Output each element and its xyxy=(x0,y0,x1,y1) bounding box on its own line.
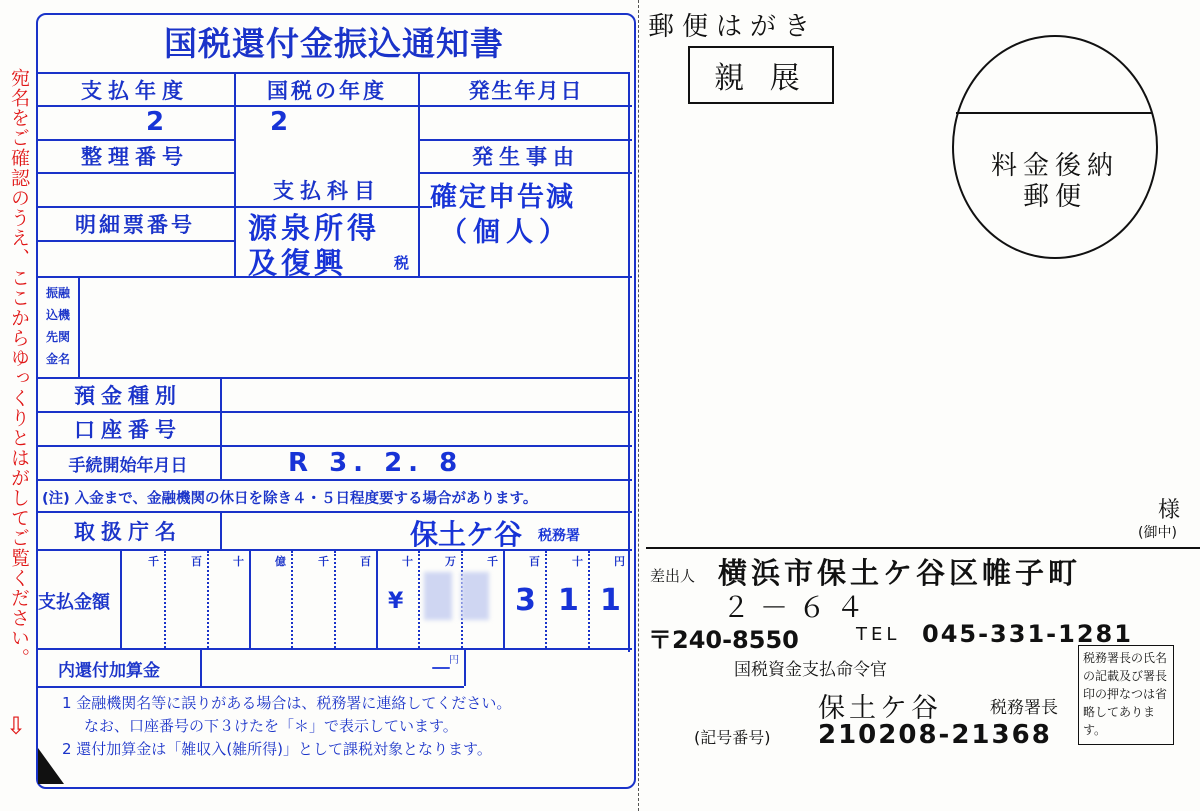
address-line1: 横浜市保土ケ谷区帷子町 xyxy=(718,556,1082,590)
amount-unit-label: 十 xyxy=(402,555,413,568)
caution-note: (注) 入金まで、金融機関の休日を除き４・５日程度要する場合があります。 xyxy=(42,491,538,507)
additional-value: － xyxy=(430,657,453,682)
amount-unit-label: 億 xyxy=(275,555,286,568)
code-label: (記号番号) xyxy=(694,728,771,747)
additional-label: 内還付加算金 xyxy=(58,661,160,681)
amount-unit-label: 十 xyxy=(572,555,583,568)
stamp-divider xyxy=(956,112,1152,114)
tax-year-label: 国税の年度 xyxy=(267,78,387,103)
amount-unit-label: 十 xyxy=(233,555,244,568)
additional-unit: 円 xyxy=(449,655,459,666)
occurrence-reason-label: 発生事由 xyxy=(472,145,580,169)
sender-label: 差出人 xyxy=(650,567,696,585)
honorific: 様 xyxy=(1158,498,1181,523)
amount-digit: 1 xyxy=(558,583,579,618)
form-title: 国税還付金振込通知書 xyxy=(164,24,504,63)
amount-grid-divider xyxy=(545,551,547,648)
postage-line1: 料金後納 xyxy=(990,151,1119,181)
amount-grid-divider xyxy=(164,551,166,648)
amount-grid-divider xyxy=(503,551,505,648)
down-arrow-icon: ⇩ xyxy=(6,712,27,740)
amount-grid-divider xyxy=(334,551,336,648)
note-1b: なお、口座番号の下３けたを「＊」で表示しています。 xyxy=(84,717,458,735)
confidential-label: 親 展 xyxy=(714,61,808,96)
fold-line xyxy=(638,0,639,811)
amount-unit-label: 百 xyxy=(191,555,202,568)
fiscal-year-value: 2 xyxy=(146,107,165,137)
occurrence-reason-line1: 確定申告減 xyxy=(430,182,575,213)
officer-title: 国税資金支払命令官 xyxy=(734,660,887,680)
procedure-date-label: 手続開始年月日 xyxy=(68,455,188,476)
tel-label: TEL xyxy=(856,624,901,645)
deposit-type-label: 預金種別 xyxy=(74,384,182,408)
amount-unit-label: 百 xyxy=(360,555,371,568)
bank-name-label xyxy=(38,282,78,370)
bank-name-char: 振融 xyxy=(45,286,70,300)
amount-grid-divider xyxy=(207,551,209,648)
code-number: 210208-21368 xyxy=(818,720,1052,750)
postal-code: 〒240-8550 xyxy=(648,626,799,654)
payment-item-line2: 及復興 xyxy=(248,246,348,280)
bank-name-char: 金名 xyxy=(45,352,70,366)
amount-unit-label: 円 xyxy=(614,555,625,568)
note-2: 2 還付加算金は「雑収入(雑所得)」として課税対象となります。 xyxy=(62,740,492,758)
procedure-date-value: R 3. 2. 8 xyxy=(288,448,464,478)
office-label: 取扱庁名 xyxy=(74,520,182,544)
bank-name-char: 先関 xyxy=(45,330,70,344)
amount-unit-label: 千 xyxy=(148,555,159,568)
payment-item-suffix: 税 xyxy=(394,254,410,272)
postcard-header: 郵便はがき xyxy=(648,12,819,42)
occurrence-date-label: 発生年月日 xyxy=(468,78,584,103)
amount-digit: 1 xyxy=(600,583,621,618)
amount-unit-label: 千 xyxy=(487,555,498,568)
amount-grid-divider xyxy=(418,551,420,648)
bank-name-char: 込機 xyxy=(45,308,70,322)
peel-instruction: 宛名をご確認のうえ、ここからゆっくりとはがしてご覧ください。 xyxy=(8,68,30,668)
reference-number-label: 整理番号 xyxy=(81,145,189,169)
office-name-value: 保土ケ谷 xyxy=(410,518,523,551)
amount-grid-divider xyxy=(249,551,251,648)
note-1: 1 金融機関名等に誤りがある場合は、税務署に連絡してください。 xyxy=(62,694,512,712)
tax-year-value: 2 xyxy=(270,107,289,137)
masked-digit xyxy=(424,572,452,620)
amount-digit: ¥ xyxy=(388,589,404,614)
amount-unit-label: 万 xyxy=(445,555,456,568)
confidential-box xyxy=(688,46,834,104)
payment-item-line1: 源泉所得 xyxy=(248,211,381,245)
corner-mark xyxy=(38,748,64,784)
amount-grid-divider xyxy=(291,551,293,648)
amount-grid-divider xyxy=(376,551,378,648)
amount-unit-label: 千 xyxy=(318,555,329,568)
omission-note: 税務署長の氏名の記載及び署長印の押なつは省略してあります。 xyxy=(1083,651,1168,737)
amount-digit: 3 xyxy=(515,583,536,618)
postage-line2: 郵便 xyxy=(1022,182,1087,212)
sender-office: 保土ケ谷 xyxy=(818,693,942,724)
occurrence-reason-line2: （個人） xyxy=(440,217,572,248)
account-number-label: 口座番号 xyxy=(74,418,182,442)
omission-note-box xyxy=(1078,645,1174,745)
sender-office-title: 税務署長 xyxy=(990,698,1058,718)
office-suffix: 税務署 xyxy=(538,528,580,544)
amount-unit-label: 百 xyxy=(529,555,540,568)
amount-label: 支払金額 xyxy=(38,592,110,613)
sender-divider xyxy=(646,547,1200,549)
address-line2: ２－６４ xyxy=(722,591,875,624)
amount-grid-divider xyxy=(588,551,590,648)
honorific-sub: (御中) xyxy=(1138,525,1177,541)
payment-item-label: 支払科目 xyxy=(273,178,381,203)
statement-number-label: 明細票番号 xyxy=(75,212,195,237)
tel-number: 045-331-1281 xyxy=(922,620,1133,648)
fiscal-year-label: 支払年度 xyxy=(81,78,189,103)
masked-digit xyxy=(461,572,489,620)
